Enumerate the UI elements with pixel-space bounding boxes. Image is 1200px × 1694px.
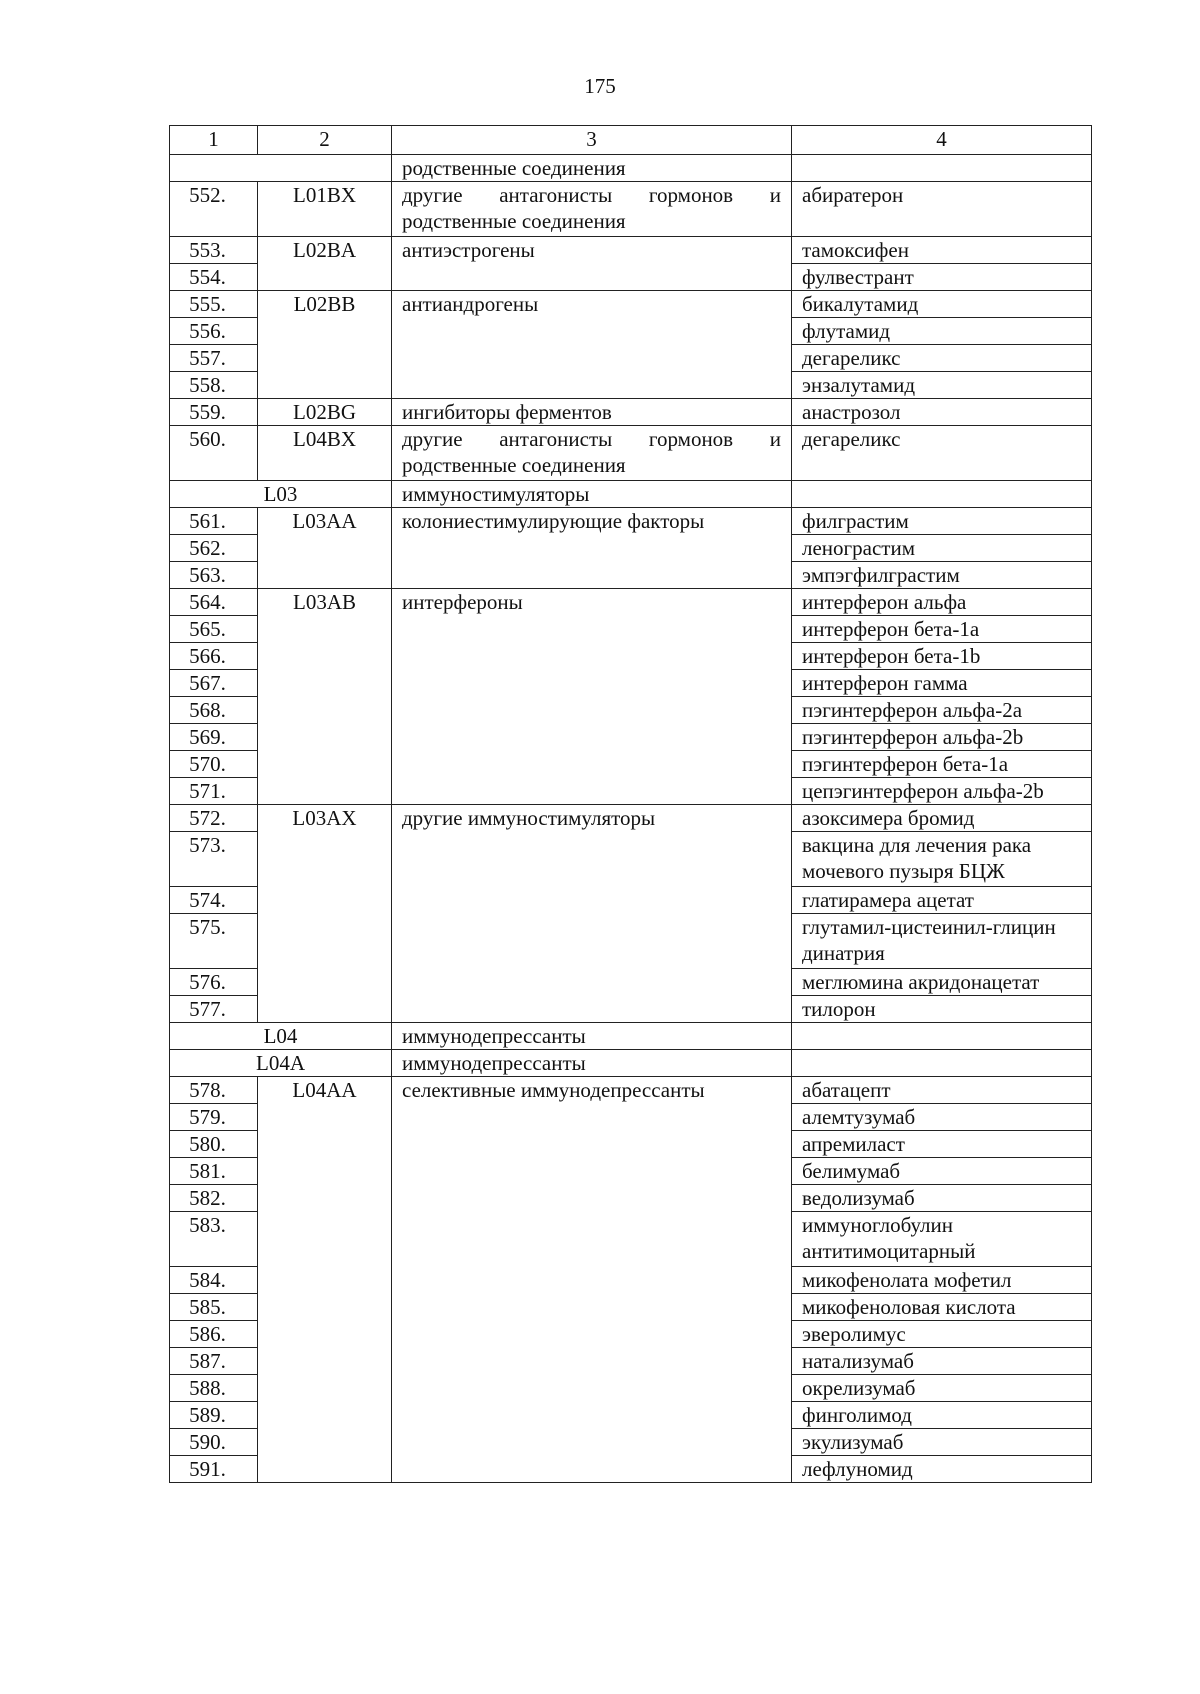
atc-code-cell: L03AA: [258, 508, 392, 589]
row-number-cell: 573.: [170, 832, 258, 887]
column-header: 3: [392, 126, 792, 155]
row-number-cell: 572.: [170, 805, 258, 832]
drug-name-cell: пэгинтерферон бета-1a: [792, 751, 1092, 778]
table-header-row: [170, 126, 1092, 155]
row-number-cell: 569.: [170, 724, 258, 751]
group-description-cell: ингибиторы ферментов: [392, 399, 792, 426]
table-row: [170, 237, 1092, 264]
atc-code-cell: L04AA: [258, 1077, 392, 1483]
group-description-cell: иммунодепрессанты: [392, 1050, 792, 1077]
group-description-cell: родственные соединения: [392, 155, 792, 182]
drug-name-cell: фулвестрант: [792, 264, 1092, 291]
drug-name-cell: ленограстим: [792, 535, 1092, 562]
drug-name-cell: энзалутамид: [792, 372, 1092, 399]
drug-name-cell: тилорон: [792, 996, 1092, 1023]
table-row: [170, 589, 1092, 616]
drug-name-cell: [792, 481, 1092, 508]
drug-name-cell: [792, 1050, 1092, 1077]
atc-code-cell: L02BB: [258, 291, 392, 399]
row-number-cell: 585.: [170, 1294, 258, 1321]
atc-code-cell: L02BG: [258, 399, 392, 426]
drug-name-cell: меглюмина акридонацетат: [792, 969, 1092, 996]
row-number-cell: 556.: [170, 318, 258, 345]
group-row: [170, 1023, 1092, 1050]
row-number-cell: 559.: [170, 399, 258, 426]
group-description-cell: другие антагонисты гормонов и родственные соединения: [392, 426, 792, 481]
row-number-cell: 567.: [170, 670, 258, 697]
atc-code-cell: L01BX: [258, 182, 392, 237]
drug-name-cell: [792, 1023, 1092, 1050]
group-description-cell: иммуностимуляторы: [392, 481, 792, 508]
column-header: 4: [792, 126, 1092, 155]
row-number-cell: 576.: [170, 969, 258, 996]
group-description-cell: колониестимулирующие факторы: [392, 508, 792, 589]
row-number-cell: 582.: [170, 1185, 258, 1212]
drug-name-cell: микофенолата мофетил: [792, 1267, 1092, 1294]
row-number-cell: 565.: [170, 616, 258, 643]
row-number-cell: 555.: [170, 291, 258, 318]
drug-name-cell: окрелизумаб: [792, 1375, 1092, 1402]
table-row: [170, 426, 1092, 481]
drug-name-cell: финголимод: [792, 1402, 1092, 1429]
row-number-cell: 563.: [170, 562, 258, 589]
drug-name-cell: эмпэгфилграстим: [792, 562, 1092, 589]
drug-name-cell: лефлуномид: [792, 1456, 1092, 1483]
row-number-cell: 571.: [170, 778, 258, 805]
row-number-cell: 564.: [170, 589, 258, 616]
drug-name-cell: бикалутамид: [792, 291, 1092, 318]
group-description-cell: интерфероны: [392, 589, 792, 805]
table-row: [170, 182, 1092, 237]
group-description-cell: другие антагонисты гормонов и родственные соединения: [392, 182, 792, 237]
drug-table: [169, 125, 1092, 1483]
row-number-cell: 577.: [170, 996, 258, 1023]
group-description-cell: селективные иммунодепрессанты: [392, 1077, 792, 1483]
drug-name-cell: интерферон гамма: [792, 670, 1092, 697]
row-number-cell: 566.: [170, 643, 258, 670]
atc-code-cell: L04BX: [258, 426, 392, 481]
drug-name-cell: интерферон бета-1a: [792, 616, 1092, 643]
row-number-cell: 557.: [170, 345, 258, 372]
group-code-cell: L04A: [170, 1050, 392, 1077]
drug-name-cell: азоксимера бромид: [792, 805, 1092, 832]
row-number-cell: 580.: [170, 1131, 258, 1158]
drug-name-cell: натализумаб: [792, 1348, 1092, 1375]
group-row: [170, 481, 1092, 508]
row-number-cell: 590.: [170, 1429, 258, 1456]
row-number-cell: 583.: [170, 1212, 258, 1267]
table-row: [170, 805, 1092, 832]
table-row: [170, 508, 1092, 535]
drug-name-cell: апремиласт: [792, 1131, 1092, 1158]
drug-name-cell: пэгинтерферон альфа-2a: [792, 697, 1092, 724]
drug-name-cell: филграстим: [792, 508, 1092, 535]
drug-name-cell: флутамид: [792, 318, 1092, 345]
table-row: [170, 291, 1092, 318]
drug-name-cell: абатацепт: [792, 1077, 1092, 1104]
row-number-cell: 584.: [170, 1267, 258, 1294]
atc-code-cell: L03AX: [258, 805, 392, 1023]
drug-name-cell: ведолизумаб: [792, 1185, 1092, 1212]
row-number-cell: 591.: [170, 1456, 258, 1483]
drug-name-cell: дегареликс: [792, 345, 1092, 372]
group-description-cell: другие иммуностимуляторы: [392, 805, 792, 1023]
drug-name-cell: глатирамера ацетат: [792, 887, 1092, 914]
row-number-cell: 553.: [170, 237, 258, 264]
drug-name-cell: [792, 155, 1092, 182]
row-number-cell: 570.: [170, 751, 258, 778]
drug-name-cell: алемтузумаб: [792, 1104, 1092, 1131]
atc-code-cell: L02BA: [258, 237, 392, 291]
drug-name-cell: анастрозол: [792, 399, 1092, 426]
column-header: 1: [170, 126, 258, 155]
row-number-cell: 586.: [170, 1321, 258, 1348]
drug-name-cell: интерферон альфа: [792, 589, 1092, 616]
group-code-cell: L03: [170, 481, 392, 508]
row-number-cell: 575.: [170, 914, 258, 969]
drug-name-cell: дегареликс: [792, 426, 1092, 481]
row-number-cell: 560.: [170, 426, 258, 481]
group-code-cell: [170, 155, 392, 182]
drug-name-cell: тамоксифен: [792, 237, 1092, 264]
drug-name-cell: глутамил-цистеинил-глицин динатрия: [792, 914, 1092, 969]
drug-name-cell: абиратерон: [792, 182, 1092, 237]
group-row: [170, 155, 1092, 182]
column-header: 2: [258, 126, 392, 155]
row-number-cell: 589.: [170, 1402, 258, 1429]
drug-name-cell: вакцина для лечения рака мочевого пузыря БЦЖ: [792, 832, 1092, 887]
group-description-cell: иммунодепрессанты: [392, 1023, 792, 1050]
atc-code-cell: L03AB: [258, 589, 392, 805]
group-row: [170, 1050, 1092, 1077]
row-number-cell: 558.: [170, 372, 258, 399]
drug-name-cell: цепэгинтерферон альфа-2b: [792, 778, 1092, 805]
table-row: [170, 1077, 1092, 1104]
row-number-cell: 588.: [170, 1375, 258, 1402]
row-number-cell: 579.: [170, 1104, 258, 1131]
group-description-cell: антиандрогены: [392, 291, 792, 399]
drug-name-cell: пэгинтерферон альфа-2b: [792, 724, 1092, 751]
drug-name-cell: экулизумаб: [792, 1429, 1092, 1456]
row-number-cell: 562.: [170, 535, 258, 562]
drug-name-cell: белимумаб: [792, 1158, 1092, 1185]
row-number-cell: 554.: [170, 264, 258, 291]
row-number-cell: 552.: [170, 182, 258, 237]
row-number-cell: 574.: [170, 887, 258, 914]
drug-name-cell: иммуноглобулин антитимоцитарный: [792, 1212, 1092, 1267]
drug-name-cell: микофеноловая кислота: [792, 1294, 1092, 1321]
row-number-cell: 561.: [170, 508, 258, 535]
row-number-cell: 587.: [170, 1348, 258, 1375]
row-number-cell: 581.: [170, 1158, 258, 1185]
group-description-cell: антиэстрогены: [392, 237, 792, 291]
page-number: 175: [584, 74, 616, 98]
drug-name-cell: эверолимус: [792, 1321, 1092, 1348]
table-row: [170, 399, 1092, 426]
group-code-cell: L04: [170, 1023, 392, 1050]
row-number-cell: 568.: [170, 697, 258, 724]
row-number-cell: 578.: [170, 1077, 258, 1104]
drug-name-cell: интерферон бета-1b: [792, 643, 1092, 670]
